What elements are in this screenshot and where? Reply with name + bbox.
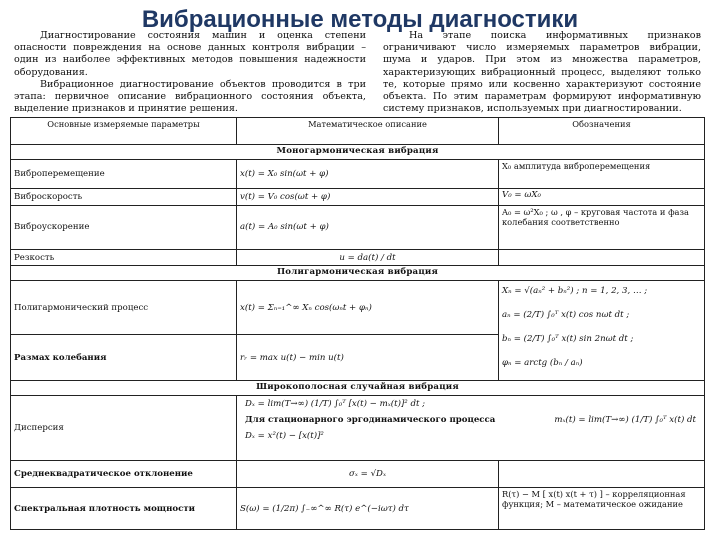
table-row <box>11 249 705 266</box>
formula-cell: v(t) = V₀ cos(ωt + φ) <box>237 189 499 206</box>
header-math: Математическое описание <box>237 118 499 145</box>
formula-cell: u = da(t) / dt <box>237 249 499 266</box>
mean-formula: mₓ(t) = lim(T→∞) (1/T) ∫₀ᵀ x(t) dt <box>554 415 696 426</box>
param-cell: Среднеквадратическое отклонение <box>11 460 237 487</box>
dispersion-note: Для стационарного эргодинамического процесса <box>245 415 496 426</box>
intro-right <box>383 30 701 115</box>
formula-cell: x(t) = X₀ sin(ωt + φ) <box>237 159 499 188</box>
table-row <box>11 460 705 487</box>
section-title-mono: Моногармоническая вибрация <box>11 145 705 160</box>
param-cell: Дисперсия <box>11 396 237 461</box>
section-row-mono <box>11 145 705 160</box>
formula-cell: S(ω) = (1/2π) ∫₋∞^∞ R(τ) e^(−iωτ) dτ <box>237 488 499 530</box>
section-row-broad <box>11 381 705 396</box>
formula-cell: rᵣ = max u(t) − min u(t) <box>237 335 499 381</box>
table-row <box>11 189 705 206</box>
notation-line: φₙ = arctg (bₙ / aₙ) <box>502 358 583 369</box>
table-row <box>11 281 705 335</box>
notation-cell <box>499 460 705 487</box>
param-cell: Полигармонический процесс <box>11 281 237 335</box>
notation-line: Xₙ = √(aₙ² + bₙ²) ; n = 1, 2, 3, … ; <box>502 286 648 297</box>
table-row <box>11 488 705 530</box>
notation-cell-poly <box>499 281 705 381</box>
notation-line: aₙ = (2/T) ∫₀ᵀ x(t) cos nωt dt ; <box>502 310 630 321</box>
formula-cell: x(t) = Σₙ₌₁^∞ Xₙ cos(ωₙt + φₙ) <box>237 281 499 335</box>
page-title: Вибрационные методы диагностики <box>141 6 579 33</box>
param-cell: Виброскорость <box>11 189 237 206</box>
intro-left <box>14 30 366 115</box>
notation-cell <box>499 249 705 266</box>
intro-right-paragraph: На этапе поиска информативных признаков ограничивают число измеряемых параметров вибрации, шума и ударов. При этом из множества параметров, характеризующих вибрационный процесс, выделяют только те, которые прямо или косвенно характеризуют состояние объекта. По этим параметрам формируют информативную систему признаков, используемых при диагностировании. <box>383 30 701 115</box>
diagnostics-table <box>10 117 705 530</box>
section-title-broad: Широкополосная случайная вибрация <box>11 381 705 396</box>
param-cell: Спектральная плотность мощности <box>11 488 237 530</box>
section-title-poly: Полигармоническая вибрация <box>11 266 705 281</box>
notation-line: bₙ = (2/T) ∫₀ᵀ x(t) sin 2nωt dt ; <box>502 334 634 345</box>
param-cell: Виброперемещение <box>11 159 237 188</box>
header-params: Основные измеряемые параметры <box>11 118 237 145</box>
section-row-poly <box>11 266 705 281</box>
intro-left-paragraph-1: Диагностирование состояния машин и оценка степени опасности повреждения на основе данных контроля вибрации – один из наиболее эффективных методов повышения надежности оборудования. <box>14 30 366 78</box>
intro-left-paragraph-2: Вибрационное диагностирование объектов проводится в три этапа: первичное описание вибрационного состояния объекта, выделение признаков и принятие решения. <box>14 78 366 115</box>
formula-cell: a(t) = A₀ sin(ωt + φ) <box>237 205 499 249</box>
notation-cell: R(τ) − M [ x(t) x(t + τ) ] – корреляционная функция; M – математическое ожидание <box>499 488 705 530</box>
notation-cell: V₀ = ωX₀ <box>499 189 705 206</box>
param-cell: Виброускорение <box>11 205 237 249</box>
dispersion-formula-1: Dₓ = lim(T→∞) (1/T) ∫₀ᵀ [x(t) − mₓ(t)]² dt ; <box>245 399 426 410</box>
table-header-row <box>11 118 705 145</box>
table-row <box>11 396 705 461</box>
notation-cell: A₀ = ω²X₀ ; ω , φ – круговая частота и фаза колебания соответственно <box>499 205 705 249</box>
dispersion-note-line <box>245 415 696 425</box>
param-cell: Размах колебания <box>11 335 237 381</box>
param-cell: Резкость <box>11 249 237 266</box>
table-row <box>11 205 705 249</box>
table-row <box>11 159 705 188</box>
header-notation: Обозначения <box>499 118 705 145</box>
dispersion-cell <box>237 396 705 461</box>
formula-cell: σₓ = √Dₓ <box>237 460 499 487</box>
dispersion-formula-2: Dₓ = x²(t) − [x(t)]² <box>245 431 324 442</box>
notation-cell: X₀ амплитуда виброперемещения <box>499 159 705 188</box>
